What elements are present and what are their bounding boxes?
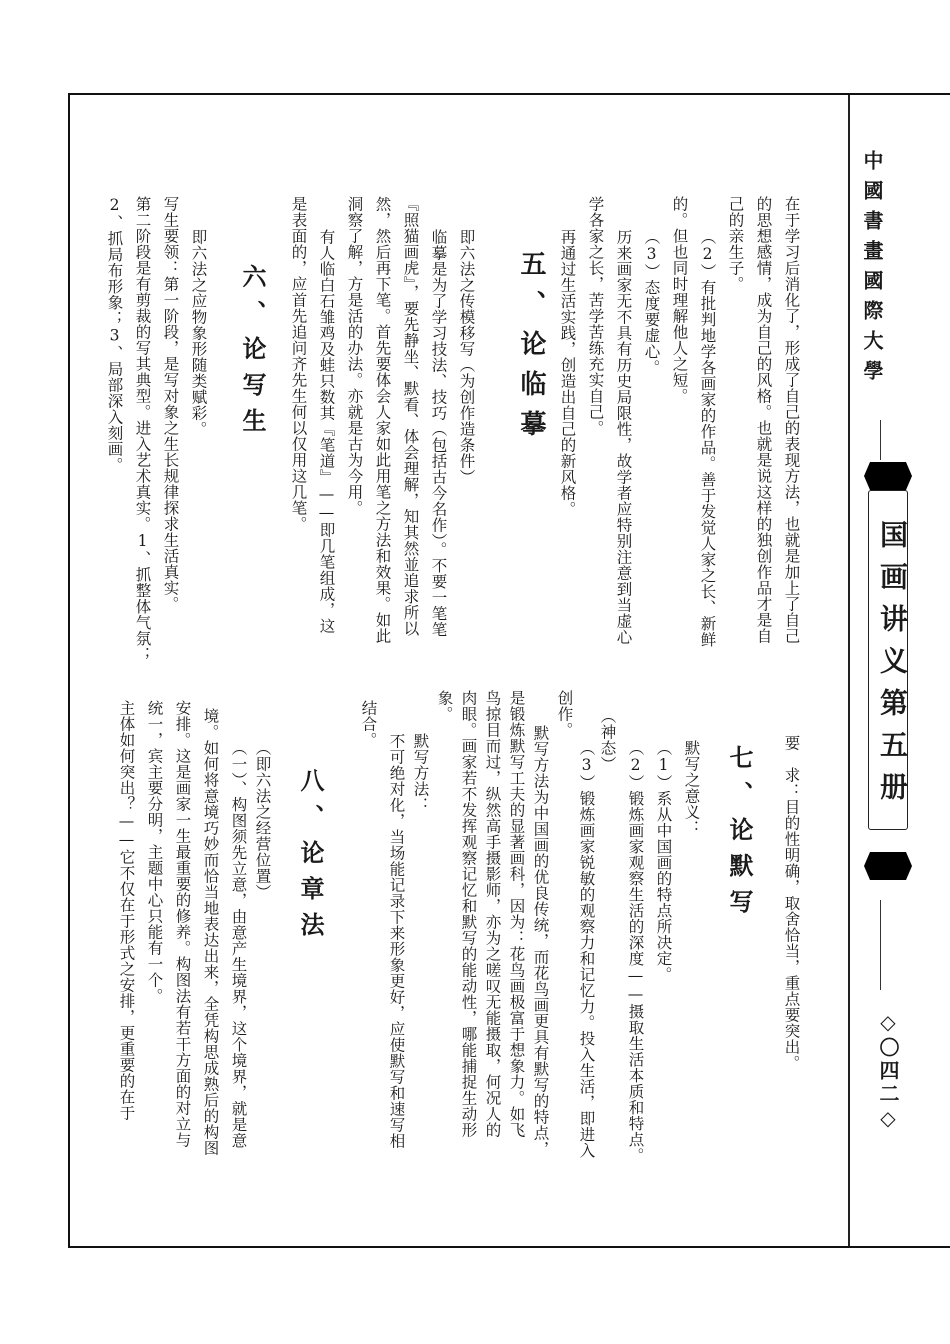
text-column: 肉眼。画家若不发挥观察记忆和默写的能动性，哪能捕捉生动形	[459, 690, 478, 1138]
text-column: 统一，宾主要分明，主题中心只能有一个。	[145, 700, 164, 1004]
text-column: 再通过生活实践，创造出自己的新风格。	[558, 229, 577, 517]
text-column: （神态）	[598, 708, 617, 772]
text-column: 结合。	[359, 700, 378, 748]
text-column: 的思想感情，成为自己的风格。也就是说这样的独创作品才是自	[754, 196, 773, 644]
page-number: ◇〇四二◇	[876, 1010, 900, 1133]
text-column: 洞察了解，方是活的办法。亦就是古为今用。	[345, 196, 364, 516]
text-column: （2）锻炼画家观察生活的深度——摄取生活本质和特点。	[626, 740, 645, 1164]
text-column: 鸟掠目而过，纵然高手摄影师，亦为之嗟叹无能摄取，何况人的	[483, 690, 502, 1138]
text-column: 临摹是为了学习技法、技巧（包括古今名作）。不要一笔笔	[429, 229, 448, 638]
text-column: 即六法之传模移写（为创作造条件）	[457, 229, 476, 485]
section-heading: 七、论默写	[725, 745, 754, 925]
text-column: （3）锻炼画家锐敏的观察力和记忆力。投入生活，即进入	[577, 740, 596, 1159]
text-column: 默写方法为中国画的优良传统，而花鸟画更具有默写的特点，	[531, 725, 550, 1157]
margin-divider	[848, 95, 850, 1246]
text-column: 然，然后再下笔。首先要体会人家如此用笔之方法和效果。如此	[373, 196, 392, 644]
book-title: 国画讲义第五册	[876, 520, 909, 814]
text-column: 即六法之应物象形随类赋彩。	[189, 229, 208, 437]
text-column: 默写之意义：	[682, 740, 701, 836]
text-column: 创作。	[555, 690, 574, 738]
section-heading: 六、论写生	[238, 264, 267, 444]
section-heading: 五、论临摹	[516, 250, 546, 450]
text-column: 象。	[435, 690, 454, 722]
title-top-ornament	[870, 462, 906, 490]
text-column: 默写方法：	[411, 733, 430, 813]
text-column: 『照猫画虎』，要先静坐、默看、体会理解，知其然並追求所以	[401, 196, 420, 637]
text-column: 学各家之长，苦学苦练充实自己。	[586, 196, 605, 436]
section-heading: 八、论章法	[296, 768, 325, 948]
text-column: 安排。这是画家一生最重要的修养。构图法有若干方面的对立与	[173, 700, 192, 1148]
rule-line	[880, 420, 881, 460]
text-column: 在于学习后消化了，形成了自己的表现方法，也就是加上了自己	[782, 196, 801, 644]
text-column: 要 求：目的性明确，取舍恰当，重点要突出。	[782, 735, 801, 1071]
text-column: 是表面的，应首先追问齐先生何以仅用这几笔。	[289, 196, 308, 532]
text-column: （2）有批判地学各画家的作品。善于发觉人家之长、新鲜	[698, 229, 717, 648]
text-column: 写生要领：第一阶段，是写对象之生长规律探求生活真实。	[161, 196, 180, 612]
text-column: 不可绝对化，当场能记录下来形象更好，应使默写和速写相	[387, 733, 406, 1149]
text-column: 第二阶段是有剪裁的写其典型。进入艺术真实。1、抓整体气氛；	[133, 196, 152, 663]
text-column: 2、抓局布形象；3、局部深入刻画。	[105, 196, 124, 473]
text-column: 是锻炼默写工夫的显著画科，因为：花鸟画极富于想象力。如飞	[507, 690, 526, 1138]
title-bottom-ornament	[870, 852, 906, 880]
text-column: （一）、构图须先立意，由意产生境界，这个境界，就是意	[229, 740, 248, 1149]
text-column: 己的亲生子。	[726, 196, 745, 292]
text-column: （3）态度要虚心。	[642, 229, 661, 376]
text-column: 历来画家无不具有历史局限性，故学者应特别注意到当虚心	[614, 229, 633, 645]
rule-line	[880, 900, 881, 990]
text-column: 境。如何将意境巧妙而恰当地表达出来，全凭构思成熟后的构图	[201, 708, 220, 1156]
text-column: 的。但也同时理解他人之短。	[670, 196, 689, 404]
text-column: 有人临白石雏鸡及蛙只数其『笔道』——即几笔组成，这	[317, 229, 336, 634]
text-column: （即六法之经营位置）	[253, 740, 272, 900]
school-name: 中國書畫國際大學	[860, 150, 884, 390]
text-column: （1）系从中国画的特点所决定。	[654, 740, 673, 983]
text-column: 主体如何突出？——它不仅在于形式之安排，更重要的在于	[117, 700, 136, 1121]
